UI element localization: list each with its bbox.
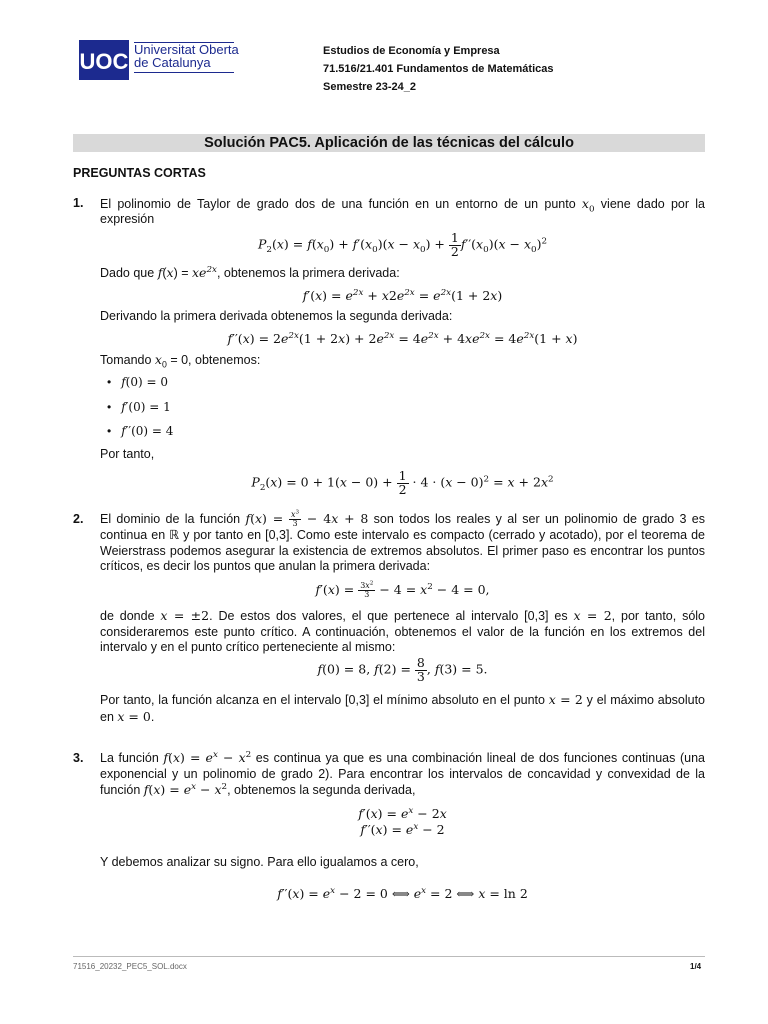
bullet-3: • f′′(0) = 4 xyxy=(107,424,174,438)
q1-dado-que: Dado que $f(x) = xe^{2x}$, obtenemos la primera derivada: xyxy=(100,264,400,280)
question-1-number: 1. xyxy=(73,196,84,210)
taylor-result-eq: $P_2(x) = 0 + 1(x - 0)$ + $\frac{1}{2}$ · $4 \cdot (x - 0)^2 = x + 2x^2$ xyxy=(251,468,554,497)
q3-first-derivative: $f'(x) = e^x - 2x$ xyxy=(358,805,447,821)
logo-line-2: de Catalunya xyxy=(134,55,211,70)
q2-conclusion: Por tanto, la función alcanza en el intervalo [0,3] el mínimo absoluto en el punto x = 2 y el máximo absoluto en x = 0. xyxy=(100,692,706,724)
footer-rule xyxy=(73,956,705,957)
university-logo-text xyxy=(134,43,244,69)
footer-page-number: 1/4 xyxy=(690,962,702,971)
q1-intro-b: viene dado por la expresión xyxy=(100,197,705,226)
bullet-1: • f(0) = 0 xyxy=(107,375,168,389)
page-title: Solución PAC5. Aplicación de las técnicas del cálculo xyxy=(73,134,705,152)
q1-por-tanto: Por tanto, xyxy=(100,447,155,461)
section-heading: PREGUNTAS CORTAS xyxy=(73,166,206,180)
second-derivative-eq: $f''(x) = 2e^{2x}(1 + 2x) + 2e^{2x} = 4e^{2x} + 4xe^{2x} = 4e^{2x}(1 + x)$ xyxy=(227,330,578,346)
first-derivative-eq: $f'(x) = e^{2x} + x2e^{2x} = e^{2x}(1 + 2x)$ xyxy=(302,287,503,303)
q2-l2a: de donde xyxy=(100,609,161,623)
q3-l1a: La función xyxy=(100,751,164,765)
logo-bottom-rule xyxy=(134,72,234,73)
logo-mark-text: UOC xyxy=(79,49,129,74)
q3-second-derivative: $f''(x) = e^x - 2$ xyxy=(360,821,445,837)
question-2-number: 2. xyxy=(73,512,84,526)
header-faculty: Estudios de Economía y Empresa xyxy=(323,45,500,57)
q3-sign-text: Y debemos analizar su signo. Para ello igualamos a cero, xyxy=(100,855,419,869)
q2-derivative-eq: f′(x) = $\frac{3x^2}{3}$ − $4 = x^2 - 4 = 0$, xyxy=(315,580,490,599)
q1-tomando-b: , obtenemos: xyxy=(188,353,261,367)
q2-values-eq: f(0) = 8, f(2) = $\frac{8}{3}$ , f(3) = 5. xyxy=(317,655,488,684)
bullet-2: • f′(0) = 1 xyxy=(107,400,171,414)
q3-zero-eq: $f''(x) = e^x - 2 = 0$ ⟺ $e^x = 2$ ⟺ x = ln 2 xyxy=(277,885,528,901)
logo-line-1: Universitat Oberta xyxy=(134,42,239,57)
question-1-intro: El polinomio de Taylor de grado dos de una función en un entorno de un punto $x_0$ viene dado por la expresión xyxy=(100,196,705,226)
taylor-formula: $P_2(x) = f(x_0) + f'(x_0)(x - x_0)$ + $\frac{1}{2}$ $f''(x_0)(x - x_0)^2$ xyxy=(257,230,548,259)
header-semester: Semestre 23-24_2 xyxy=(323,81,416,93)
question-3-number: 3. xyxy=(73,751,84,765)
q2-l2c: , por tanto, sólo consideraremos este punto crítico. A continuación, obtenemos el valor de la función en los extremos del intervalo y en el punto crítico perteneciente al mismo: xyxy=(100,609,706,654)
q3-l1c: , obtenemos la segunda derivada, xyxy=(227,783,416,797)
q1-tomando: Tomando $x_0 = 0$, obtenemos: xyxy=(100,352,261,370)
q2-l1a: El dominio de la función xyxy=(100,512,246,526)
q1-derivando: Derivando la primera derivada obtenemos la segunda derivada: xyxy=(100,309,453,323)
q3-l1b: es continua ya que es una combinación lineal de dos funciones continuas (una exponencial y un polinomio de grado 2). Para encontrar los intervalos de concavidad y convexidad de la función xyxy=(100,751,705,797)
q2-l3c: . xyxy=(150,709,155,724)
q1-dado-b: , obtenemos la primera derivada: xyxy=(216,266,400,280)
footer-filename: 71516_20232_PEC5_SOL.docx xyxy=(73,962,187,971)
q1-intro-a: El polinomio de Taylor de grado dos de una función en un entorno de un punto xyxy=(100,197,582,211)
q2-l1b: son todos los reales y al ser un polinomio de grado 3 es continua en ℝ y por tanto en [0,3]. Como este intervalo es compacto (cerrado y acotado), por el teorema de Weierstrass podemos asegurar la existencia de extremos absolutos. El primer paso es encontrar los puntos críticos, es decir los puntos que anulan la primera derivada: xyxy=(100,512,706,573)
uoc-logo-mark xyxy=(79,40,129,80)
header-course: 71.516/21.401 Fundamentos de Matemáticas xyxy=(323,63,554,75)
question-2-intro: El dominio de la función f(x) = $\frac{x^3}{3}$ − 4x + 8 son todos los reales y al ser un polinomio de grado 3 es continua en ℝ y por tanto en [0,3]. Como este intervalo es compacto (cerrado y acotado), por el teorema de Weierstrass podemos asegurar la existencia de extremos absolutos. El primer paso es encontrar los puntos críticos, es decir los puntos que anulan la primera derivada: xyxy=(100,509,706,573)
q2-l3a: Por tanto, la función alcanza en el intervalo [0,3] el mínimo absoluto en el punto xyxy=(100,693,549,707)
question-3-intro: La función $f(x) = e^x - x^2$ es continua ya que es una combinación lineal de dos funciones continuas (una exponencial y un polinomio de grado 2). Para encontrar los intervalos de concavidad y convexidad de la función $f(x) = e^x - x^2$, obtenemos la segunda derivada, xyxy=(100,749,705,797)
q2-critical-text: de donde x = ±2. De estos dos valores, el que pertenece al intervalo [0,3] es x = 2, por tanto, sólo consideraremos este punto crítico. A continuación, obtenemos el valor de la función en los extremos del intervalo y en el punto crítico perteneciente al mismo: xyxy=(100,608,706,654)
q1-dado-a: Dado que xyxy=(100,266,158,280)
q1-tomando-a: Tomando xyxy=(100,353,155,367)
q2-l2b: . De estos dos valores, el que pertenece al intervalo [0,3] es xyxy=(209,609,574,623)
q2-l3b: y el máximo absoluto en xyxy=(100,693,706,724)
